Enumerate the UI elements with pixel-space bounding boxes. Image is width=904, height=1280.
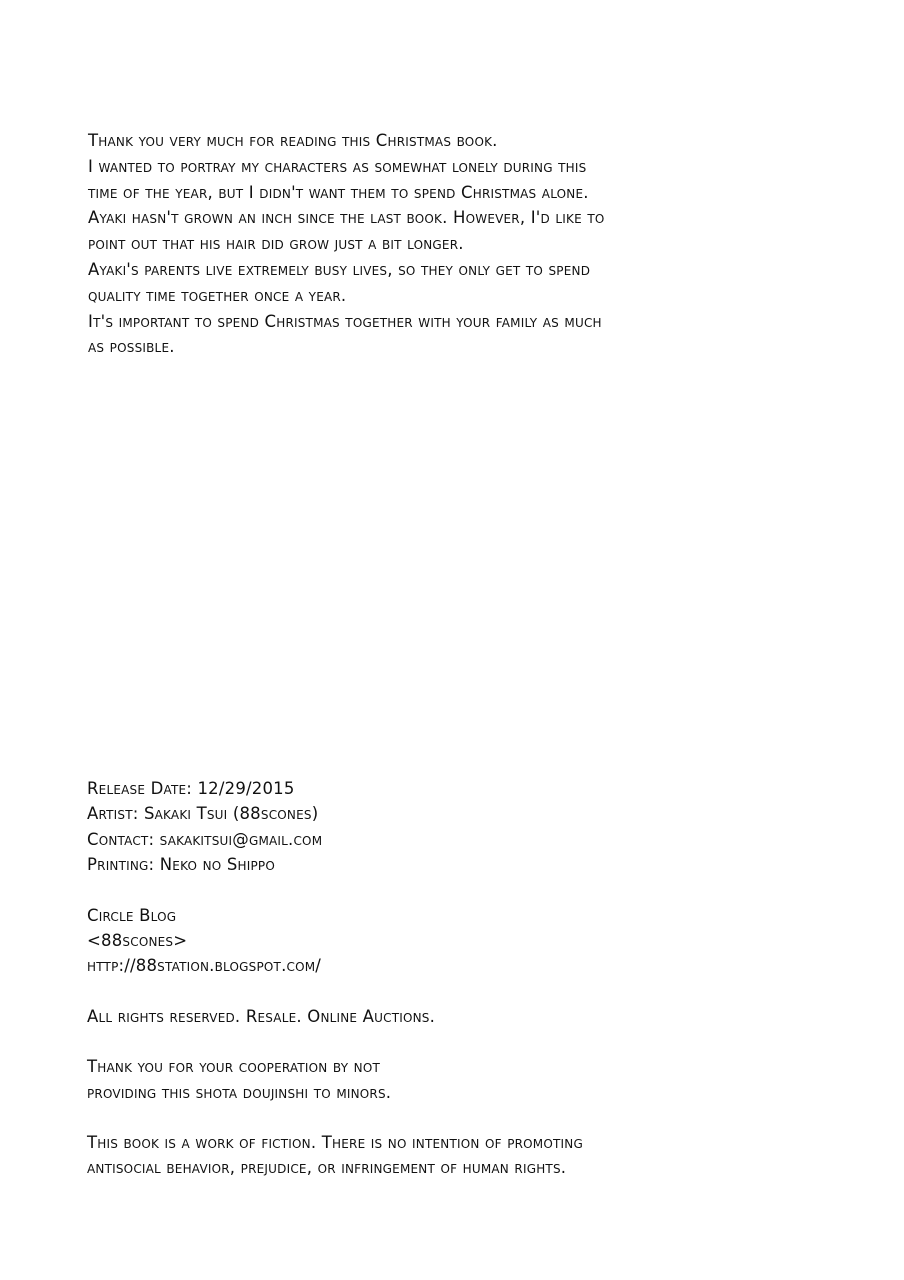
afterword-line: Ayaki's parents live extremely busy lives, so they only get to spend [88,259,591,279]
minors-notice-line: providing this shota doujinshi to minors. [87,1082,392,1102]
circle-blog-block [87,903,727,979]
circle-blog-url: http://88station.blogspot.com/ [87,956,322,976]
minors-notice-block [87,1054,727,1105]
fiction-notice-block [87,1130,727,1181]
afterword-line: It's important to spend Christmas together with your family as much [88,311,602,331]
colophon [87,776,727,1206]
afterword-line: I wanted to portray my characters as somewhat lonely during this [88,156,587,176]
afterword-text [88,128,728,360]
circle-name: <88scones> [87,931,188,951]
rights-block [87,1004,727,1029]
minors-notice-line: Thank you for your cooperation by not [87,1057,381,1077]
circle-blog-label: Circle Blog [87,905,177,925]
afterword-line: point out that his hair did grow just a bit longer. [88,234,464,254]
afterword-line: as possible. [88,337,175,357]
printing-credit: Printing: Neko no Shippo [87,855,276,875]
afterword-line: quality time together once a year. [88,285,347,305]
afterword-line: time of the year, but I didn't want them to spend Christmas alone. [88,182,589,202]
afterword-line: Thank you very much for reading this Christmas book. [88,131,498,150]
contact-info: Contact: sakakitsui@gmail.com [87,829,323,849]
fiction-notice-line: This book is a work of fiction. There is no intention of promoting [87,1133,583,1153]
rights-statement: All rights reserved. Resale. Online Auctions. [87,1006,436,1026]
afterword-line: Ayaki hasn't grown an inch since the last book. However, I'd like to [88,208,605,228]
release-date: Release Date: 12/29/2015 [87,779,295,798]
credits-block [87,776,727,878]
artist-credit: Artist: Sakaki Tsui (88scones) [87,804,319,824]
fiction-notice-line: antisocial behavior, prejudice, or infringement of human rights. [87,1158,567,1178]
